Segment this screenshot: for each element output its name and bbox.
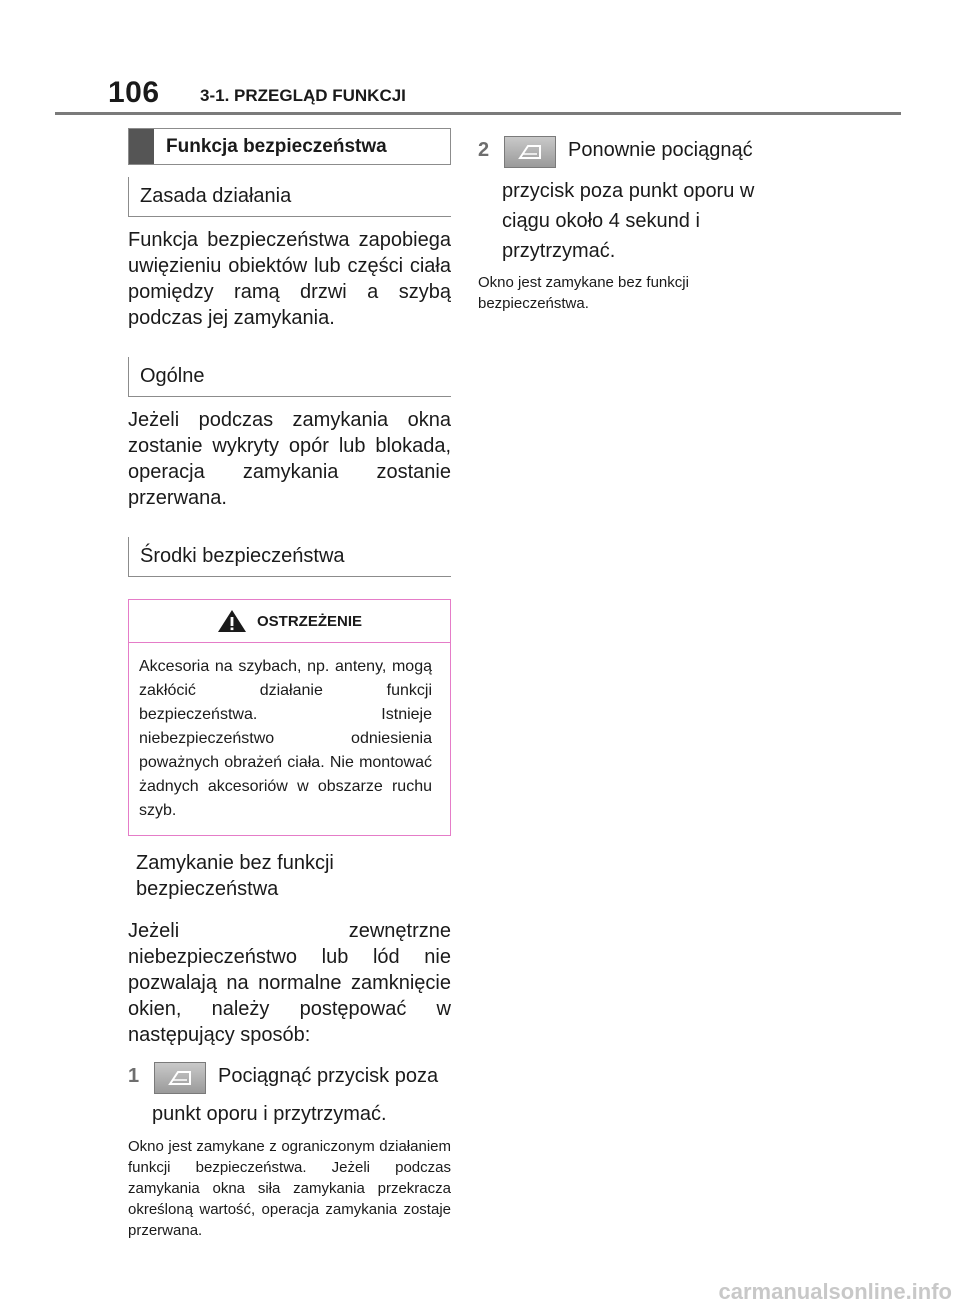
step-1-text-b: punkt oporu i przytrzymać.: [152, 1103, 387, 1125]
subheading-no-safety-line1: Zamykanie bez funkcji: [136, 852, 334, 874]
step-1-number: 1: [128, 1065, 140, 1087]
step-2-text-a: Ponownie pociągnąć: [568, 139, 753, 161]
section-box-header: [128, 128, 451, 165]
subheading-general: Ogólne: [128, 357, 451, 397]
header-bar: [129, 129, 154, 164]
step-2: [478, 136, 803, 314]
window-switch-icon: [154, 1062, 206, 1094]
section-title: 3-1. PRZEGLĄD FUNKCJI: [200, 86, 406, 105]
right-column: [478, 128, 803, 314]
page-number: 106: [108, 76, 160, 109]
window-switch-icon: [504, 136, 556, 168]
left-column: [128, 128, 451, 1241]
paragraph-procedure: Jeżeli zewnętrzne niebezpieczeństwo lub lód nie pozwalają na normalne zamknięcie okien, należy postępować w następujący sposób:: [128, 920, 451, 1046]
header-divider: [55, 112, 901, 115]
warning-title: OSTRZEŻENIE: [256, 612, 362, 630]
warning-header: [129, 600, 450, 643]
paragraph-general: Jeżeli podczas zamykania okna zostanie wykryty opór lub blokada, operacja zamykania zostanie przerwana.: [128, 409, 451, 509]
subheading-no-safety: [128, 850, 451, 902]
paragraph-principle: Funkcja bezpieczeństwa zapobiega uwięzieniu obiektów lub części ciała pomiędzy ramą drzwi a szybą podczas jej zamykania.: [128, 229, 451, 329]
step-1-note: Okno jest zamykane z ograniczonym działaniem funkcji bezpieczeństwa. Jeżeli podczas zamykania okna siła zamykania przekracza określoną wartość, operacja zamykania zostaje przerwana.: [128, 1138, 451, 1239]
subheading-principle: Zasada działania: [128, 177, 451, 217]
step-1: [128, 1062, 451, 1241]
warning-text: Akcesoria na szybach, np. anteny, mogą zakłócić działanie funkcji bezpieczeństwa. Istnieje niebezpieczeństwo odniesienia poważnych obrażeń ciała. Nie montować żadnych akcesoriów w obszarze ruchu szyb.: [139, 658, 432, 819]
subheading-no-safety-line2: bezpieczeństwa: [136, 878, 279, 900]
warning-box: [128, 599, 451, 836]
step-2-number: 2: [478, 139, 490, 161]
watermark: carmanualsonline.info: [718, 1279, 952, 1304]
warning-triangle-icon: [217, 609, 247, 633]
subheading-safety: Środki bezpieczeństwa: [128, 537, 451, 577]
step-2-note: Okno jest zamykane bez funkcji bezpieczeństwa.: [478, 274, 689, 312]
box-title: Funkcja bezpieczeństwa: [166, 135, 387, 157]
step-1-text-a: Pociągnąć przycisk poza: [218, 1065, 439, 1087]
step-2-text-b: przycisk poza punkt oporu w ciągu około 4 sekund i przytrzymać.: [502, 180, 755, 262]
